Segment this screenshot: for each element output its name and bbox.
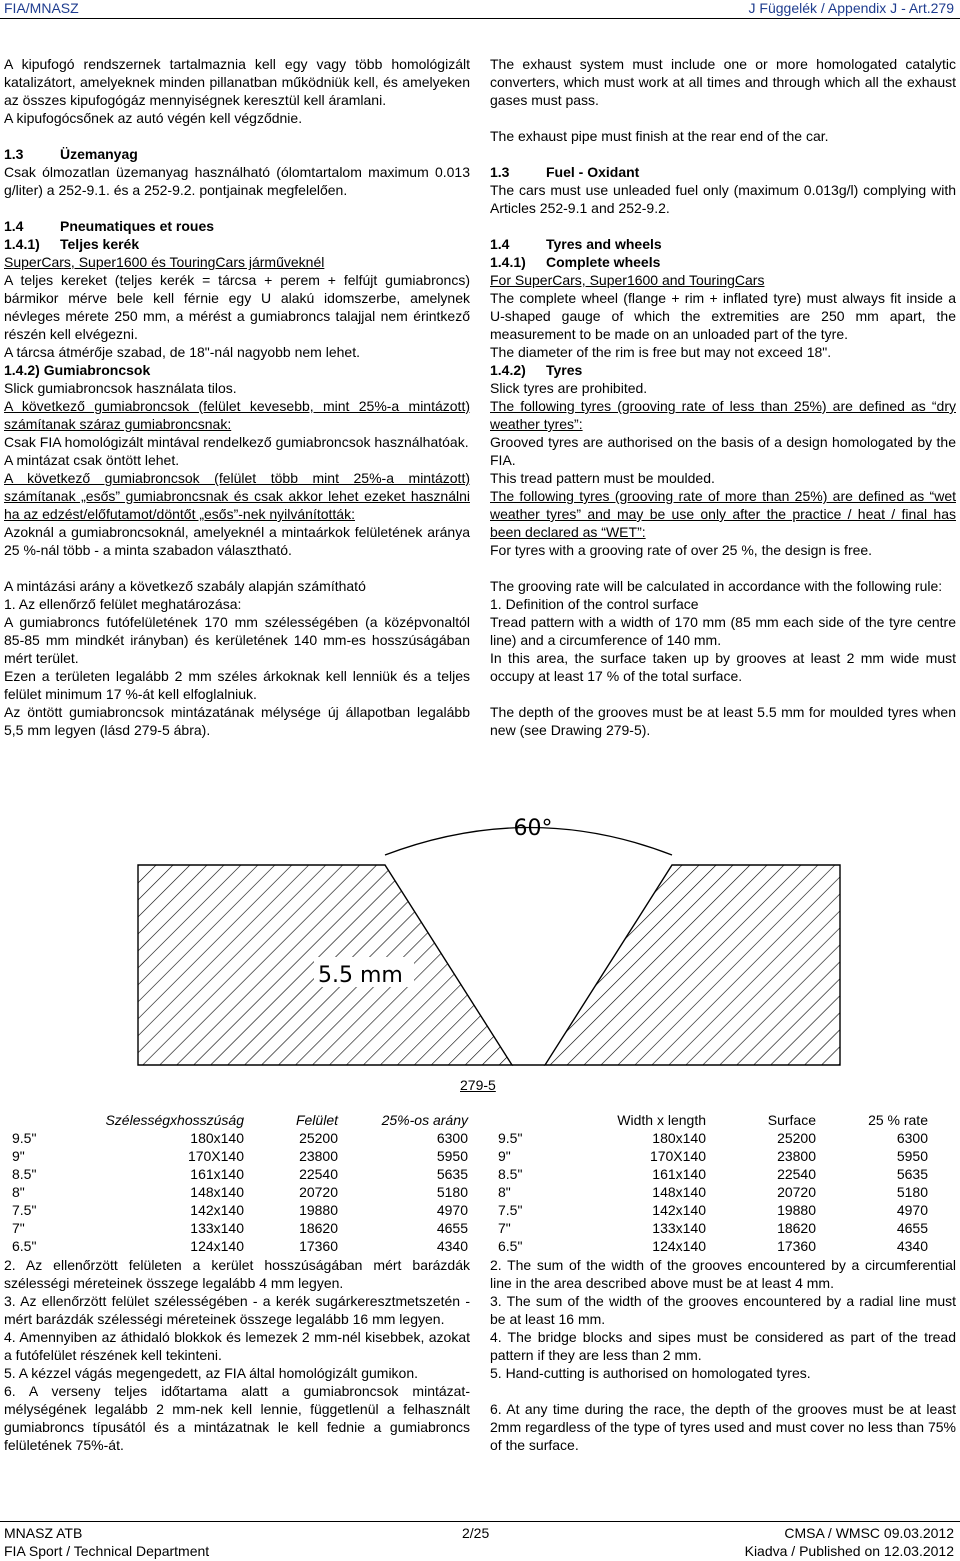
footer-right-1: CMSA / WMSC 09.03.2012: [784, 1525, 954, 1541]
right-def1-text: Tread pattern with a width of 170 mm (85 mm each side of the tyre centre line) and a circumference of 140 mm.: [490, 614, 956, 648]
left-item-4: 4. Amennyiben az áthidaló blokkok és lemezek 2 mm-nél kisebbek, azokat a futófelület részének kell tekinteni.: [4, 1329, 470, 1363]
table-cell: 124x140: [190, 1238, 244, 1254]
right-s141-text: The complete wheel (flange + rim + inflated tyre) must always fit inside a U-shaped gauge of which the extremities are 250 mm apart, the measurement to be made on an unloaded part of the tyre.: [490, 290, 956, 342]
table-row: [498, 1165, 928, 1183]
table-cell: 9.5": [498, 1130, 523, 1146]
table-cell: 4970: [436, 1202, 468, 1218]
table-cell: 20720: [777, 1184, 816, 1200]
right-s141-sub: For SuperCars, Super1600 and TouringCars: [490, 272, 765, 288]
table-cell: 18620: [299, 1220, 338, 1236]
right-slick: Slick tyres are prohibited.: [490, 380, 648, 396]
table-en-header-rate: 25 % rate: [868, 1112, 928, 1128]
right-wet-text: For tyres with a grooving rate of over 25 %, the design is free.: [490, 542, 873, 558]
table-row: [12, 1237, 468, 1255]
table-cell: 8": [498, 1184, 511, 1200]
left-def1-text: A gumiabroncs futófelületének 170 mm szélességében (a középvonaltól 85-85 mm mindkét irányban) és kerületének 140 mm-es hosszúságában mért terület.: [4, 614, 470, 666]
right-s13-heading: 1.3 Fuel - Oxidant: [490, 164, 640, 180]
left-column: [4, 55, 470, 739]
left-item-3: 3. Az ellenőrzött felület szélességében - a kerék sugárkeresztmetszetén - mért barázdák szélességi méreteinek összege legalább 16 mm legyen.: [4, 1293, 470, 1327]
table-row: [498, 1201, 928, 1219]
table-cell: 9": [498, 1148, 511, 1164]
left-s141-text: A teljes kereket (teljes kerék = tárcsa + perem + felfújt gumiabroncs) bármikor mérve bele kell férnie egy U alakú idomszerbe, amelynek névleges mérete 250 mm, a mérést a gumiabroncs talajjal nem érintkező részén kell elvégezni.: [4, 272, 470, 342]
left-s14-heading: 1.4 Pneumatiques et roues: [4, 218, 215, 234]
table-en: [498, 1111, 928, 1255]
right-s141-heading: 1.4.1) Complete wheels: [490, 254, 661, 270]
table-en-header-size: Width x length: [617, 1112, 706, 1128]
right-def1-text2: In this area, the surface taken up by grooves at least 2 mm wide must occupy at least 17 % of the total surface.: [490, 650, 956, 684]
right-wet-heading: The following tyres (grooving rate of more than 25%) are defined as “wet weather tyres” and may be use only after the practice / heat / final has been declared as “WET”:: [490, 488, 956, 540]
right-item-6: 6. At any time during the race, the depth of the grooves must be at least 2mm regardless of the type of tyres used and must cover no less than 75% of the surface.: [490, 1401, 956, 1453]
left-s141-sub: SuperCars, Super1600 és TouringCars járműveknél: [4, 254, 325, 270]
right-s142-heading: 1.4.2) Tyres: [490, 362, 583, 378]
table-row: [12, 1147, 468, 1165]
table-row: [498, 1147, 928, 1165]
groove-drawing: [0, 800, 960, 1100]
table-row: [498, 1183, 928, 1201]
table-cell: 161x140: [190, 1166, 244, 1182]
table-cell: 19880: [299, 1202, 338, 1218]
right-item-4: 4. The bridge blocks and sipes must be considered as part of the tread pattern if they are less than 2 mm.: [490, 1329, 956, 1363]
table-row: [498, 1129, 928, 1147]
right-items: [490, 1256, 956, 1454]
left-item-6: 6. A verseny teljes időtartama alatt a gumiabroncsok mintázat-mélységének legalább 2 mm-nek kell lennie, függetlenül a felhasznált gumiabroncs típusától és a mintázatnak le kell fednie a gumiabroncs felületének 75%-át.: [4, 1383, 470, 1453]
header-rule: [0, 18, 960, 19]
table-cell: 25200: [299, 1130, 338, 1146]
table-cell: 7": [498, 1220, 511, 1236]
left-item-5: 5. A kézzel vágás megengedett, az FIA által homológizált gumikon.: [4, 1365, 419, 1381]
right-item-2: 2. The sum of the width of the grooves encountered by a circumferential line in the area described above must be at least 4 mm.: [490, 1257, 956, 1291]
table-cell: 9": [12, 1148, 25, 1164]
table-cell: 19880: [777, 1202, 816, 1218]
table-cell: 8": [12, 1184, 25, 1200]
left-dry-text: Csak FIA homológizált mintával rendelkező gumiabroncsok használhatóak.: [4, 434, 469, 450]
table-cell: 142x140: [190, 1202, 244, 1218]
right-s141-rim: The diameter of the rim is free but may not exceed 18".: [490, 344, 832, 360]
left-rate: A mintázási arány a következő szabály alapján számítható: [4, 578, 366, 594]
table-cell: 18620: [777, 1220, 816, 1236]
table-cell: 5180: [436, 1184, 468, 1200]
table-cell: 5950: [896, 1148, 928, 1164]
right-moulded: This tread pattern must be moulded.: [490, 470, 715, 486]
depth-label: 5.5 mm: [318, 963, 403, 988]
left-item-2: 2. Az ellenőrzött felületen a kerület hosszúságában mért barázdák szélességi méreteinek összege legalább 4 mm legyen.: [4, 1257, 470, 1291]
left-depth: Az öntött gumiabroncsok mintázatának mélysége új állapotban legalább 5,5 mm legyen (lásd 279-5 ábra).: [4, 704, 470, 738]
table-cell: 20720: [299, 1184, 338, 1200]
table-cell: 133x140: [652, 1220, 706, 1236]
footer-right: [745, 1524, 954, 1560]
left-s13-heading: 1.3 Üzemanyag: [4, 146, 138, 162]
table-cell: 7.5": [12, 1202, 37, 1218]
table-row: [12, 1165, 468, 1183]
left-wet-text: Azoknál a gumiabroncsoknál, amelyeknél a mintaárkok felületének aránya 25 %-nál több - a minta szabadon választható.: [4, 524, 470, 558]
footer-left-2: FIA Sport / Technical Department: [4, 1543, 210, 1559]
table-row: [12, 1219, 468, 1237]
table-row: [12, 1183, 468, 1201]
right-dry-text: Grooved tyres are authorised on the basis of a design homologated by the FIA.: [490, 434, 956, 468]
tread-block-right: [545, 865, 840, 1065]
table-cell: 5950: [436, 1148, 468, 1164]
table-row: [498, 1219, 928, 1237]
table-cell: 5180: [896, 1184, 928, 1200]
left-def1: 1. Az ellenőrző felület meghatározása:: [4, 596, 242, 612]
table-cell: 8.5": [12, 1166, 37, 1182]
table-cell: 170X140: [187, 1148, 244, 1164]
header-left: FIA/MNASZ: [4, 0, 79, 16]
table-hu-header-rate: 25%-os arány: [381, 1112, 468, 1128]
left-wet-heading: A következő gumiabroncsok (felület több mint 25%-a mintázott) számítanak „esős” gumiabroncsnak és csak akkor lehet ezeket használni ha az edzést/előfutamot/döntőt „esős”-nek nyilvánították:: [4, 470, 470, 522]
left-exhaust-pipe: A kipufogócsőnek az autó végén kell végződnie.: [4, 110, 303, 126]
table-row: [12, 1129, 468, 1147]
table-cell: 4655: [896, 1220, 928, 1236]
table-cell: 180x140: [652, 1130, 706, 1146]
footer-left-1: MNASZ ATB: [4, 1525, 83, 1541]
table-cell: 9.5": [12, 1130, 37, 1146]
right-dry-heading: The following tyres (grooving rate of less than 25%) are defined as “dry weather tyres”:: [490, 398, 956, 432]
left-def1-text2: Ezen a területen legalább 2 mm széles árkoknak kell lenniük és a teljes felület minimum 17 %-át kell elfoglalniuk.: [4, 668, 470, 702]
left-items: [4, 1256, 470, 1454]
left-s142-heading: 1.4.2) Gumiabroncsok: [4, 362, 151, 378]
right-item-5: 5. Hand-cutting is authorised on homologated tyres.: [490, 1365, 811, 1381]
table-cell: 4970: [896, 1202, 928, 1218]
table-row: [12, 1201, 468, 1219]
table-row: [498, 1237, 928, 1255]
table-cell: 22540: [299, 1166, 338, 1182]
table-cell: 7.5": [498, 1202, 523, 1218]
table-cell: 8.5": [498, 1166, 523, 1182]
table-cell: 161x140: [652, 1166, 706, 1182]
table-cell: 5635: [436, 1166, 468, 1182]
left-s141-rim: A tárcsa átmérője szabad, de 18"-nál nagyobb nem lehet.: [4, 344, 360, 360]
left-dry-heading: A következő gumiabroncsok (felület kevesebb, mint 25%-a mintázott) számítanak száraz gumiabroncsnak:: [4, 398, 470, 432]
table-cell: 5635: [896, 1166, 928, 1182]
left-s141-heading: 1.4.1) Teljes kerék: [4, 236, 140, 252]
table-cell: 6.5": [12, 1238, 37, 1254]
table-cell: 124x140: [652, 1238, 706, 1254]
table-cell: 17360: [299, 1238, 338, 1254]
right-s14-heading: 1.4 Tyres and wheels: [490, 236, 662, 252]
table-cell: 6300: [436, 1130, 468, 1146]
right-def1: 1. Definition of the control surface: [490, 596, 699, 612]
table-cell: 22540: [777, 1166, 816, 1182]
right-exhaust-pipe: The exhaust pipe must finish at the rear end of the car.: [490, 128, 829, 144]
table-cell: 142x140: [652, 1202, 706, 1218]
table-cell: 148x140: [190, 1184, 244, 1200]
table-hu: [12, 1111, 468, 1255]
footer-page: 2/25: [462, 1525, 490, 1541]
table-cell: 4340: [896, 1238, 928, 1254]
footer-left: [4, 1524, 209, 1560]
right-column: [490, 55, 956, 739]
right-item-3: 3. The sum of the width of the grooves encountered by a radial line must be at least 16 mm.: [490, 1293, 956, 1327]
table-cell: 4655: [436, 1220, 468, 1236]
table-cell: 4340: [436, 1238, 468, 1254]
left-slick: Slick gumiabroncsok használata tilos.: [4, 380, 237, 396]
table-cell: 170X140: [649, 1148, 706, 1164]
table-cell: 23800: [777, 1148, 816, 1164]
table-cell: 133x140: [190, 1220, 244, 1236]
table-en-header-surface: Surface: [767, 1112, 816, 1128]
table-cell: 23800: [299, 1148, 338, 1164]
right-s13-text: The cars must use unleaded fuel only (maximum 0.013g/l) complying with Articles 252-9.1 and 252-9.2.: [490, 182, 956, 216]
table-cell: 6300: [896, 1130, 928, 1146]
figure-caption: 279-5: [460, 1077, 496, 1093]
table-cell: 6.5": [498, 1238, 523, 1254]
left-moulded: A mintázat csak öntött lehet.: [4, 452, 180, 468]
footer-rule: [0, 1521, 960, 1522]
header-right: J Függelék / Appendix J - Art.279: [748, 0, 954, 16]
right-depth: The depth of the grooves must be at least 5.5 mm for moulded tyres when new (see Drawing 279-5).: [490, 704, 956, 738]
table-cell: 25200: [777, 1130, 816, 1146]
table-cell: 180x140: [190, 1130, 244, 1146]
left-s13-text: Csak ólmozatlan üzemanyag használható (ólomtartalom maximum 0.013 g/liter) a 252-9.1. és a 252-9.2. pontjainak megfelelően.: [4, 164, 470, 198]
table-cell: 148x140: [652, 1184, 706, 1200]
right-exhaust-text: The exhaust system must include one or more homologated catalytic converters, which must work at all times and through which all the exhaust gases must pass.: [490, 56, 956, 108]
left-exhaust-text: A kipufogó rendszernek tartalmaznia kell egy vagy több homológizált katalizátort, amelyeknek minden pillanatban működniük kell, és amelyeken az összes kipufogógáz mennyiségnek keresztül kell áramlani.: [4, 56, 470, 108]
table-hu-header-size: Szélességxhosszúság: [105, 1112, 244, 1128]
footer-right-2: Kiadva / Published on 12.03.2012: [744, 1543, 954, 1559]
table-hu-header-surface: Felület: [295, 1112, 338, 1128]
table-cell: 17360: [777, 1238, 816, 1254]
right-rate: The grooving rate will be calculated in accordance with the following rule:: [490, 578, 943, 594]
table-cell: 7": [12, 1220, 25, 1236]
angle-label: 60°: [513, 816, 553, 841]
